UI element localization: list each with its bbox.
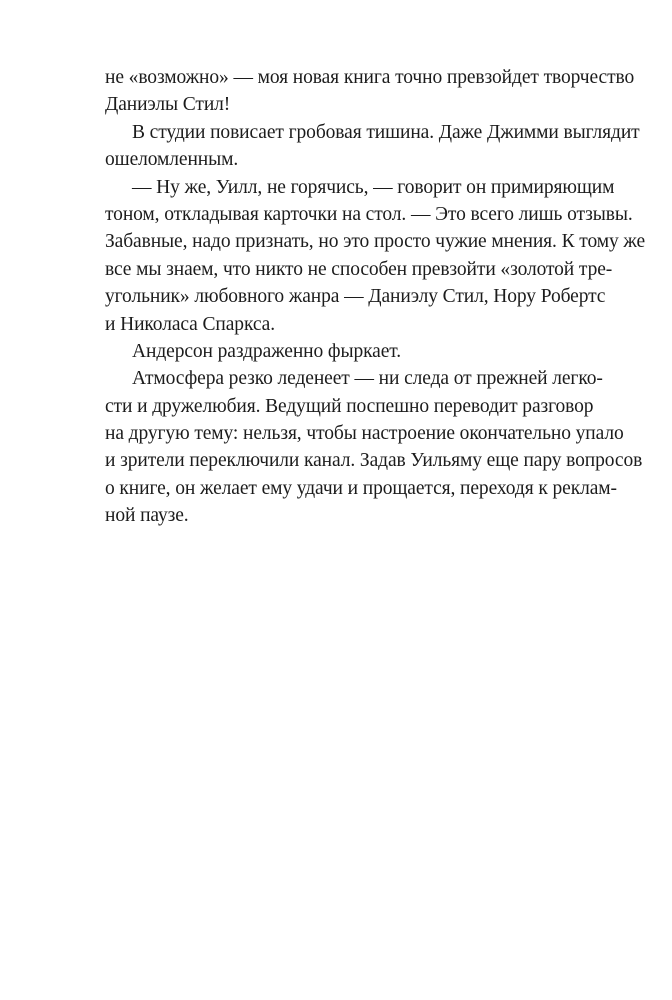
text-line: Забавные, надо признать, но это просто чужие мнения. К тому же: [105, 231, 646, 253]
text-line: Даниэлы Стил!: [105, 94, 231, 116]
text-line: тоном, откладывая карточки на стол. — Это всего лишь отзывы.: [105, 203, 633, 225]
text-line: Атмосфера резко леденеет — ни следа от прежней легко-: [132, 368, 603, 390]
text-line: на другую тему: нельзя, чтобы настроение окончательно упало: [105, 423, 624, 445]
text-line: все мы знаем, что никто не способен превзойти «золотой тре-: [105, 258, 613, 280]
text-line: не «возможно» — моя новая книга точно превзойдет творчество: [105, 67, 635, 88]
text-line: ошеломленным.: [105, 149, 239, 171]
text-line: и Николаса Спаркса.: [105, 313, 275, 335]
book-page-text: [105, 64, 646, 530]
text-line: сти и дружелюбия. Ведущий поспешно переводит разговор: [105, 395, 594, 417]
text-line: и зрители переключили канал. Задав Уильяму еще пару вопросов: [105, 450, 643, 472]
text-line: В студии повисает гробовая тишина. Даже Джимми выглядит: [132, 121, 640, 143]
text-line: ной паузе.: [105, 505, 189, 527]
text-line: о книге, он желает ему удачи и прощается, переходя к реклам-: [105, 477, 617, 499]
text-line: угольник» любовного жанра — Даниэлу Стил, Нору Робертс: [105, 286, 606, 308]
text-line: — Ну же, Уилл, не горячись, — говорит он примиряющим: [132, 176, 615, 198]
text-line: Андерсон раздраженно фыркает.: [132, 340, 402, 362]
